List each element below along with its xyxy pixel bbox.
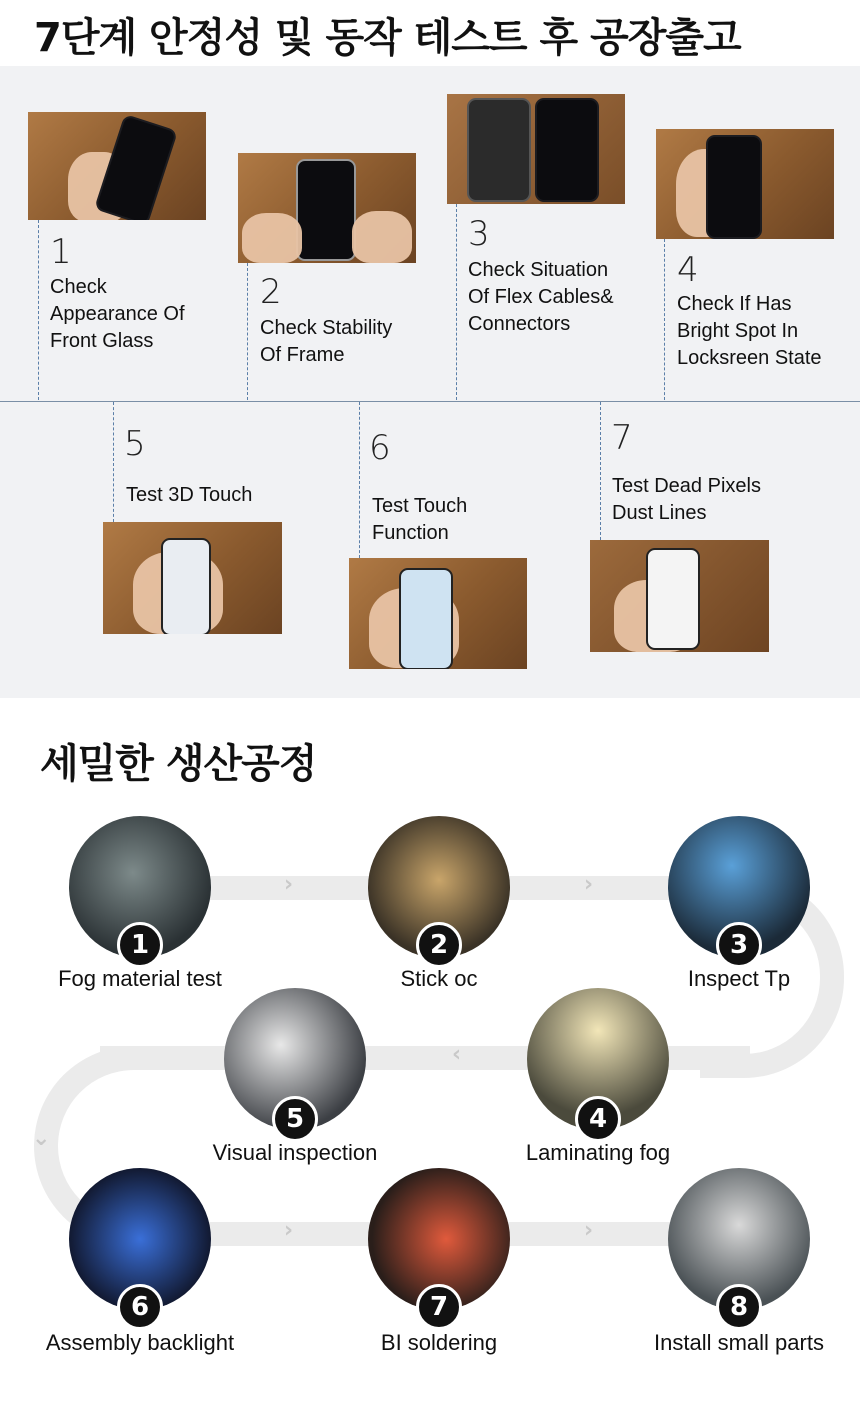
process-heading: 세밀한 생산공정 (40, 741, 317, 787)
process-6-label: Assembly backlight (45, 1330, 235, 1355)
step-6-photo (349, 558, 527, 669)
step-3-guide (456, 204, 457, 400)
step-6-guide (359, 402, 360, 558)
step-4-number: 4 (677, 250, 699, 290)
step-2-guide (247, 263, 248, 400)
arrow-left-icon: ‹ (452, 1042, 462, 1067)
step-2-photo (238, 153, 416, 263)
step-3-number: 3 (468, 214, 490, 254)
arrow-right-icon: › (284, 1218, 294, 1243)
process-1-label: Fog material test (58, 966, 222, 991)
step-1-number: 1 (50, 232, 72, 272)
process-4-label: Laminating fog (525, 1140, 671, 1165)
step-4-caption: Check If Has Bright Spot In Locksreen State (677, 293, 822, 369)
step-7-number: 7 (611, 418, 633, 458)
step-1-guide (38, 220, 39, 400)
step-5-photo (103, 522, 282, 634)
process-8-badge: 8 (716, 1284, 762, 1330)
step-5-number: 5 (124, 424, 146, 464)
arrow-right-icon: › (584, 1218, 594, 1243)
step-7-photo (590, 540, 769, 652)
process-7-badge: 7 (416, 1284, 462, 1330)
arrow-right-icon: › (284, 872, 294, 897)
arrow-down-icon: ⌄ (32, 1126, 51, 1151)
process-1-badge: 1 (117, 922, 163, 968)
step-2-number: 2 (260, 272, 282, 312)
step-4-guide (664, 239, 665, 400)
step-7-caption: Test Dead Pixels Dust Lines (612, 475, 761, 524)
step-1-photo (28, 112, 206, 220)
step-3-photo (447, 94, 625, 204)
step-3-caption: Check Situation Of Flex Cables& Connectors (468, 259, 614, 335)
process-4-badge: 4 (575, 1096, 621, 1142)
process-2-label: Stick oc (400, 966, 478, 991)
process-6-badge: 6 (117, 1284, 163, 1330)
process-2-badge: 2 (416, 922, 462, 968)
step-2-caption: Check Stability Of Frame (260, 317, 393, 366)
step-6-caption: Test Touch Function (372, 495, 468, 544)
timeline-divider (0, 401, 860, 402)
step-4-photo (656, 129, 834, 239)
process-3-label: Inspect Tp (687, 966, 791, 991)
process-7-label: BI soldering (380, 1330, 498, 1355)
step-5-guide (113, 402, 114, 522)
top-heading: 7단계 안정성 및 동작 테스트 후 공장출고 (34, 15, 741, 61)
process-5-label: Visual inspection (212, 1140, 378, 1165)
process-8-label: Install small parts (654, 1330, 824, 1355)
process-5-badge: 5 (272, 1096, 318, 1142)
step-1-caption: Check Appearance Of Front Glass (50, 276, 185, 352)
arrow-right-icon: › (584, 872, 594, 897)
process-3-badge: 3 (716, 922, 762, 968)
step-7-guide (600, 402, 601, 540)
step-6-number: 6 (369, 428, 391, 468)
step-5-caption: Test 3D Touch (126, 484, 253, 506)
